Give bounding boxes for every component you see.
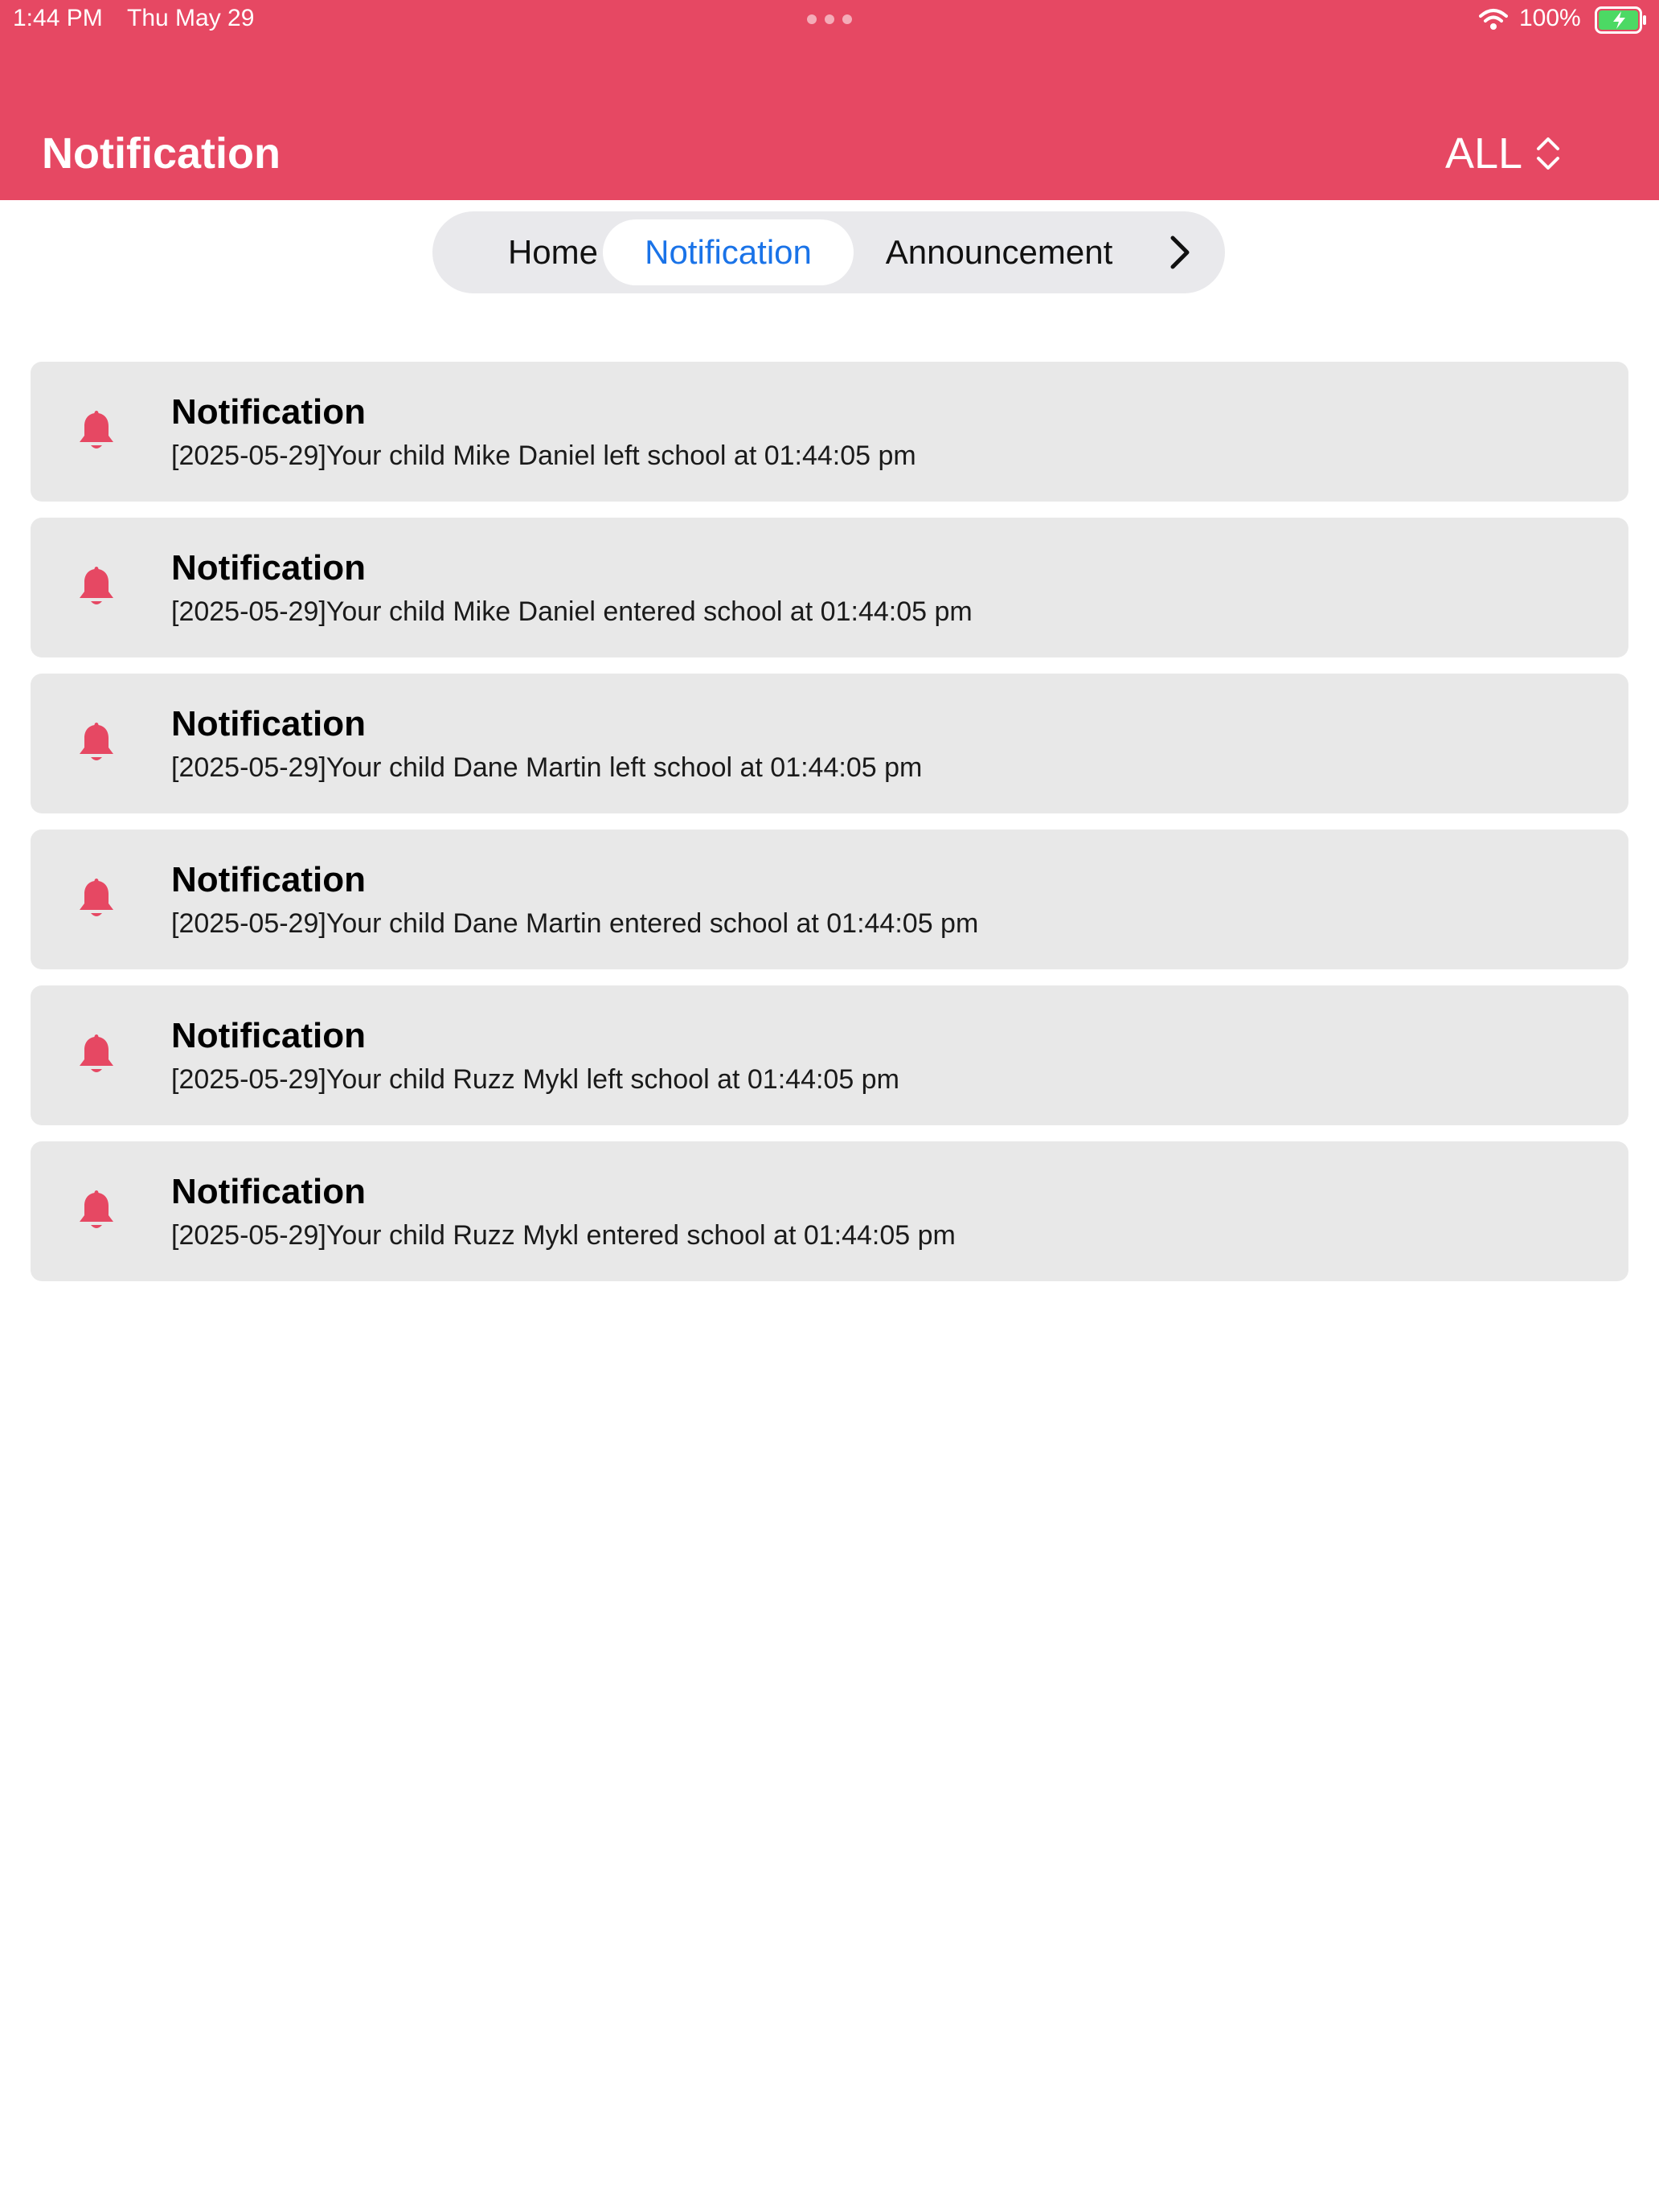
notification-card[interactable] (31, 674, 1628, 813)
notification-message: [2025-05-29]Your child Dane Martin left school at 01:44:05 pm (171, 752, 923, 783)
notification-message: [2025-05-29]Your child Mike Daniel entered school at 01:44:05 pm (171, 596, 973, 627)
app-header (0, 0, 1659, 200)
notification-title: Notification (171, 704, 366, 743)
bell-icon (76, 564, 117, 609)
status-time: 1:44 PM (13, 5, 103, 31)
notification-message: [2025-05-29]Your child Dane Martin entered school at 01:44:05 pm (171, 908, 979, 939)
notification-title: Notification (171, 548, 366, 588)
notification-message: [2025-05-29]Your child Mike Daniel left school at 01:44:05 pm (171, 440, 916, 471)
notification-title: Notification (171, 1016, 366, 1055)
chevron-right-icon (1169, 235, 1190, 270)
tab-bar (432, 211, 1225, 293)
tab-notification[interactable]: Notification (603, 219, 854, 285)
notification-card[interactable] (31, 362, 1628, 502)
notification-list (31, 362, 1628, 1297)
chevron-up-down-icon (1534, 134, 1563, 173)
filter-selector[interactable] (1445, 129, 1563, 178)
notification-card[interactable] (31, 1141, 1628, 1281)
bell-icon (76, 876, 117, 921)
battery-charging-icon (1595, 6, 1648, 34)
multitasking-dots[interactable] (807, 14, 852, 26)
notification-title: Notification (171, 392, 366, 432)
status-date: Thu May 29 (127, 5, 255, 31)
bell-icon (76, 1188, 117, 1233)
wifi-icon (1479, 8, 1508, 31)
notification-title: Notification (171, 860, 366, 899)
tab-announcement[interactable]: Announcement (885, 233, 1113, 271)
notification-message: [2025-05-29]Your child Ruzz Mykl entered school at 01:44:05 pm (171, 1220, 956, 1251)
filter-label: ALL (1445, 129, 1523, 178)
bell-icon (76, 408, 117, 453)
tabs-more-button[interactable] (1156, 219, 1204, 285)
notification-card[interactable] (31, 518, 1628, 657)
notification-card[interactable] (31, 830, 1628, 969)
notification-title: Notification (171, 1172, 366, 1211)
notification-card[interactable] (31, 985, 1628, 1125)
bell-icon (76, 720, 117, 765)
tab-home[interactable]: Home (507, 233, 599, 271)
battery-percentage: 100% (1519, 5, 1581, 31)
notification-message: [2025-05-29]Your child Ruzz Mykl left school at 01:44:05 pm (171, 1064, 899, 1095)
bell-icon (76, 1032, 117, 1077)
page-title: Notification (42, 129, 281, 178)
